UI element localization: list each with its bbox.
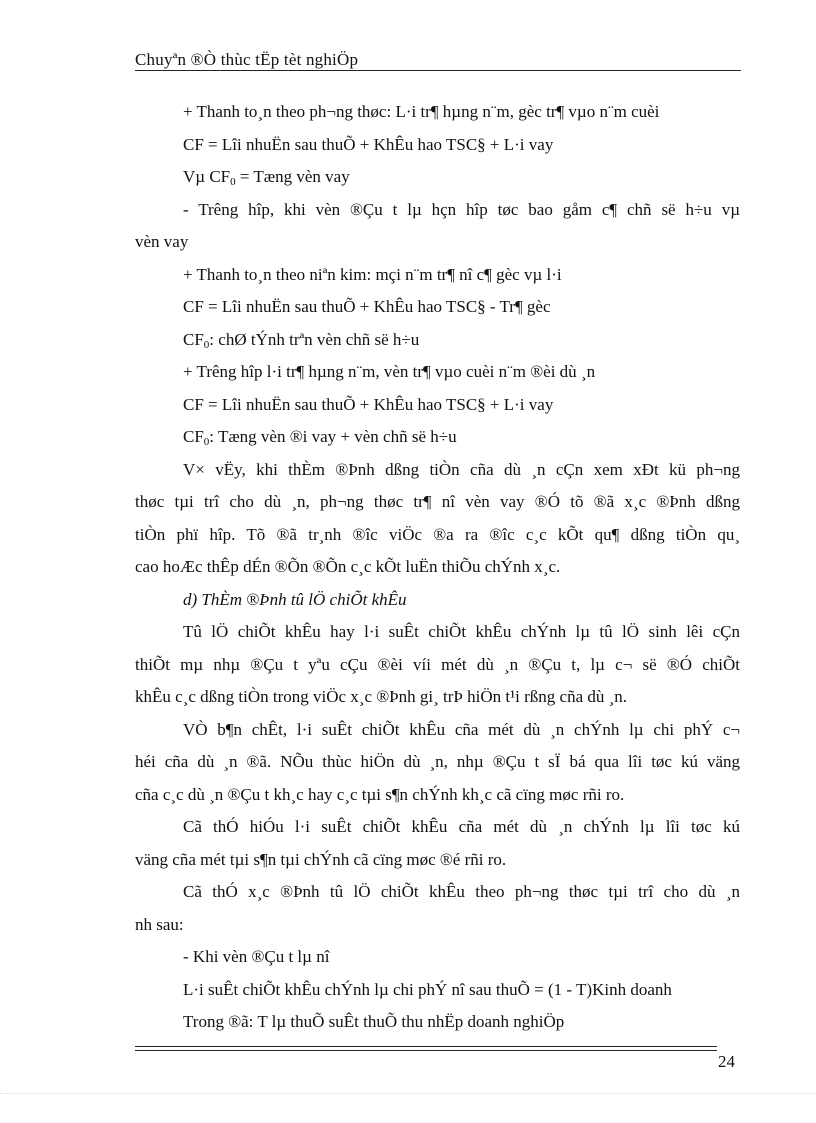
text-line: CF = Lîi nhuËn sau thuÕ + KhÊu hao TSC§ - Tr¶ gèc: [183, 297, 551, 316]
footer-rule: [135, 1050, 717, 1051]
header-rule: [135, 70, 741, 71]
text-line: Vµ $CF_0$ = Tæng vèn vay: [183, 167, 350, 188]
paragraph-line: khÊu c¸c dßng tiÒn trong viÖc x¸c ®Þnh gi¸ trÞ hiÖn t¹i rßng cña dù ¸n.: [135, 687, 628, 706]
text-line: CF = Lîi nhuËn sau thuÕ + KhÊu hao TSC§ + L·i vay: [183, 394, 554, 414]
text-line: vèn vay: [135, 232, 189, 251]
paragraph-line: VÒ b¶n chÊt, l·i suÊt chiÕt khÊu cña mét dù ¸n chÝnh lµ chi phÝ c¬: [183, 719, 740, 739]
paragraph-line: tiÒn phï hîp. Tõ ®ã tr¸nh ®îc viÖc ®a ra ®îc c¸c kÕt qu¶ dßng tiÒn qu¸: [135, 524, 740, 544]
paragraph-line: cao hoÆc thÊp dÉn ®Õn ®Õn c¸c kÕt luËn thiÕu chÝnh x¸c.: [135, 557, 561, 576]
paragraph-line: Cã thÓ x¸c ®Þnh tû lÖ chiÕt khÊu theo ph¬ng thøc tµi trî cho dù ¸n: [183, 882, 740, 901]
paragraph-line: nh sau:: [135, 914, 184, 934]
paragraph-line: väng cña mét tµi s¶n tµi chÝnh cã cïng møc ®é rñi ro.: [135, 849, 507, 869]
paragraph-line: Tû lÖ chiÕt khÊu hay l·i suÊt chiÕt khÊu chÝnh lµ tû lÖ sinh lêi cÇn: [183, 622, 740, 641]
text-line: $CF_0$: Tæng vèn ®i vay + vèn chñ së h÷u: [183, 427, 457, 448]
document-body: [135, 96, 740, 1039]
text-line: L·i suÊt chiÕt khÊu chÝnh lµ chi phÝ nî sau thuÕ = (1 - T)Kinh doanh: [183, 979, 672, 999]
text-line: + Thanh to¸n theo niªn kim: mçi n¨m tr¶ nî c¶ gèc vµ l·i: [183, 264, 562, 284]
text-line: CF = Lîi nhuËn sau thuÕ + KhÊu hao TSC§ + L·i vay: [183, 134, 554, 154]
section-heading: d) ThÈm ®Þnh tû lÖ chiÕt khÊu: [183, 589, 407, 609]
page-bottom-divider: [0, 1093, 816, 1094]
text-line: + Thanh to¸n theo ph¬ng thøc: L·i tr¶ hµng n¨m, gèc tr¶ vµo n¨m cuèi: [183, 102, 660, 121]
page-number: 24: [718, 1052, 735, 1071]
text-line: - Trêng hîp, khi vèn ®Çu t lµ hçn hîp tøc bao gåm c¶ chñ së h÷u vµ: [183, 199, 740, 219]
text-line: - Khi vèn ®Çu t lµ nî: [183, 947, 330, 966]
paragraph-line: héi cña dù ¸n ®ã. NÕu thùc hiÖn dù ¸n, nhµ ®Çu t sÏ bá qua lîi tøc kú väng: [135, 752, 740, 771]
footer-rule: [135, 1046, 717, 1047]
paragraph-line: cña c¸c dù ¸n ®Çu t kh¸c hay c¸c tµi s¶n chÝnh kh¸c cã cïng møc rñi ro.: [135, 784, 625, 804]
text-line: $CF_0$: chØ tÝnh trªn vèn chñ së h÷u: [183, 329, 420, 351]
page-header-title: Chuyªn ®Ò thùc tËp tèt nghiÖp: [135, 50, 359, 69]
text-line: Trong ®ã: T lµ thuÕ suÊt thuÕ thu nhËp doanh nghiÖp: [183, 1012, 565, 1031]
paragraph-line: V× vËy, khi thÈm ®Þnh dßng tiÒn cña dù ¸n cÇn xem xÐt kü ph¬ng: [183, 459, 740, 479]
paragraph-line: thiÕt mµ nhµ ®Çu t yªu cÇu ®èi víi mét dù ¸n ®Çu t, lµ c¬ së ®Ó chiÕt: [135, 654, 740, 674]
paragraph-line: Cã thÓ hiÓu l·i suÊt chiÕt khÊu cña mét dù ¸n chÝnh lµ lîi tøc kú: [183, 817, 740, 836]
text-line: + Trêng hîp l·i tr¶ hµng n¨m, vèn tr¶ vµo cuèi n¨m ®èi dù ¸n: [183, 362, 596, 381]
paragraph-line: thøc tµi trî cho dù ¸n, ph¬ng thøc tr¶ nî vèn vay ®Ó tõ ®ã x¸c ®Þnh dßng: [135, 492, 740, 511]
